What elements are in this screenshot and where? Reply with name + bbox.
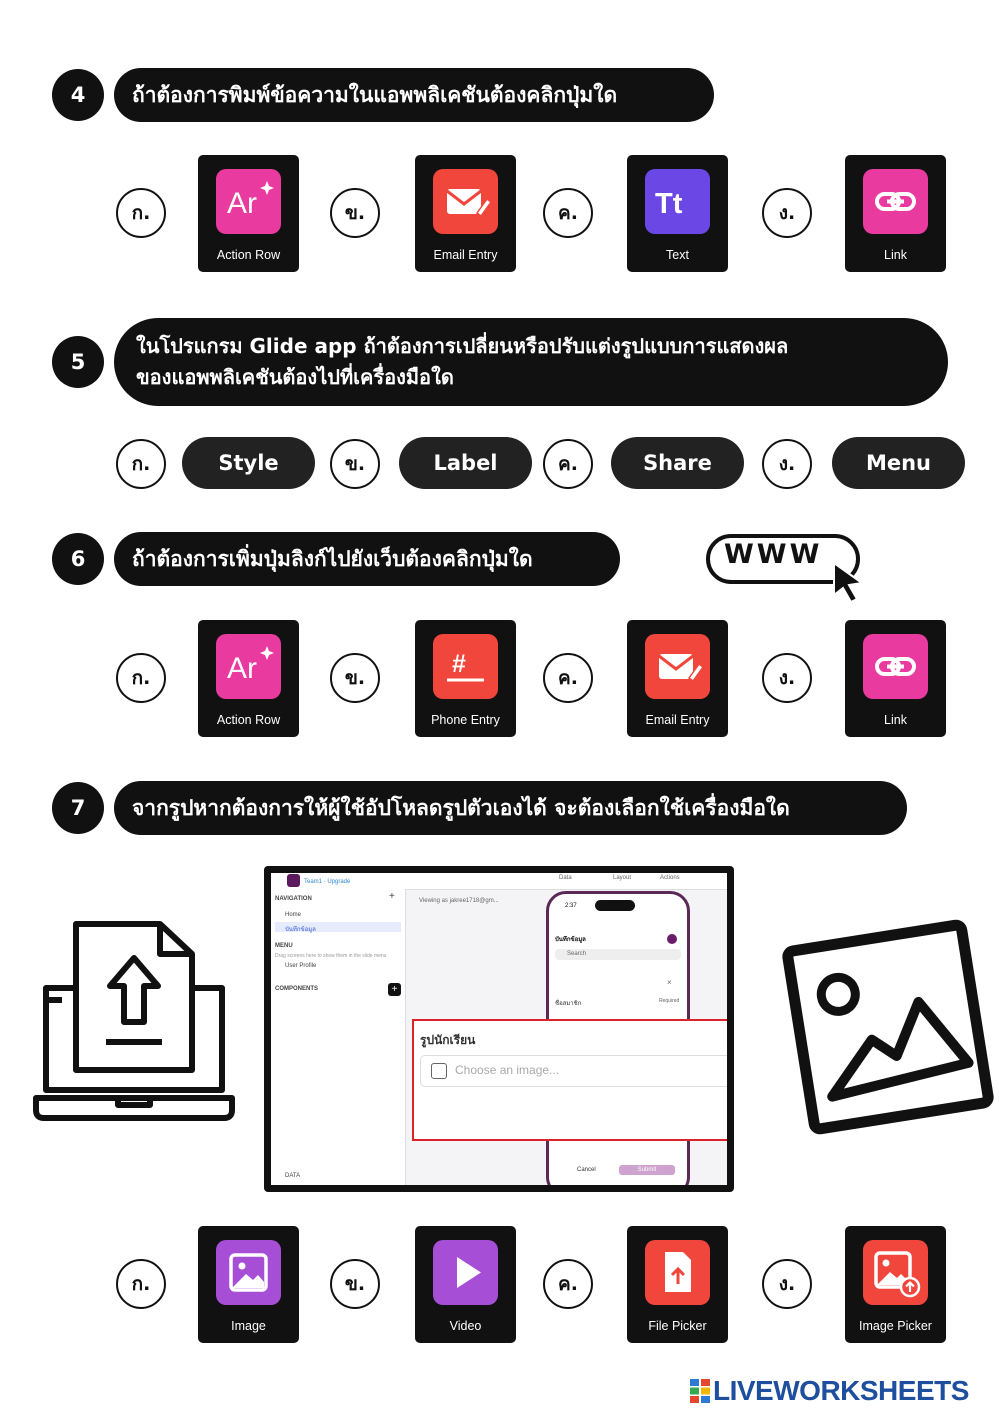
q6-tile-email-entry[interactable]	[627, 620, 728, 737]
liveworksheets-logo	[690, 1376, 969, 1406]
tile-label: Link	[884, 713, 907, 727]
tile-label: Email Entry	[645, 713, 710, 727]
nav-item-label: บันทึกข้อมูล	[285, 927, 316, 933]
video-icon	[433, 1240, 498, 1305]
q6-choice-d[interactable]: ง.	[762, 653, 812, 703]
q7-tile-video[interactable]	[415, 1226, 516, 1343]
q4-tile-text[interactable]	[627, 155, 728, 272]
q7-tile-image[interactable]	[198, 1226, 299, 1343]
svg-text:#: #	[452, 650, 466, 678]
q6-tile-link[interactable]	[845, 620, 946, 737]
q5-choice-b[interactable]: ข.	[330, 439, 380, 489]
phone-add-button[interactable]	[667, 934, 677, 944]
q5-option-label[interactable]: Label	[399, 437, 532, 489]
tile-label: Text	[666, 248, 689, 262]
question-5-line2: ของแอพพลิเคชันต้องไปที่เครื่องมือใด	[136, 365, 454, 389]
image-picker-icon	[863, 1240, 928, 1305]
q5-choice-d[interactable]: ง.	[762, 439, 812, 489]
question-7-text: จากรูปหากต้องการให้ผู้ใช้อัปโหลดรูปตัวเองได้ จะต้องเลือกใช้เครื่องมือใด	[114, 781, 907, 835]
nav-item-selected[interactable]	[275, 922, 401, 932]
tile-label: Phone Entry	[431, 713, 500, 727]
q4-choice-b[interactable]: ข.	[330, 188, 380, 238]
q4-tile-email-entry[interactable]	[415, 155, 516, 272]
q5-choice-c[interactable]: ค.	[543, 439, 593, 489]
app-logo	[287, 874, 300, 887]
close-icon[interactable]: ×	[667, 978, 672, 987]
action-row-icon	[216, 634, 281, 699]
viewing-as: Viewing as jakree1718@gm...	[419, 898, 499, 904]
question-4-number: 4	[52, 69, 104, 121]
required-label: Required	[659, 998, 680, 1004]
q7-choice-d[interactable]: ง.	[762, 1259, 812, 1309]
glide-sidebar	[271, 889, 406, 1185]
q7-tile-file-picker[interactable]	[627, 1226, 728, 1343]
svg-text:Ar: Ar	[227, 652, 257, 685]
text-icon	[645, 169, 710, 234]
add-component-button[interactable]: +	[388, 983, 401, 996]
www-cursor-icon	[706, 533, 866, 609]
q6-tile-action-row[interactable]	[198, 620, 299, 737]
www-text: WWW	[724, 539, 823, 570]
team-label: Team1 · Upgrade	[304, 879, 351, 885]
glide-app-window	[271, 873, 727, 1185]
add-screen-icon[interactable]: +	[389, 891, 395, 902]
question-6-number: 6	[52, 533, 104, 585]
image-picker-icon	[431, 1063, 447, 1079]
phone-entry-icon	[433, 634, 498, 699]
q4-choice-a[interactable]: ก.	[116, 188, 166, 238]
tile-label: Link	[884, 248, 907, 262]
liveworksheets-mark-icon	[690, 1379, 710, 1403]
q7-tile-image-picker[interactable]	[845, 1226, 946, 1343]
picker-title: รูปนักเรียน	[420, 1033, 476, 1047]
tab-layout[interactable]: Layout	[613, 875, 632, 881]
q6-tile-phone-entry[interactable]	[415, 620, 516, 737]
menu-heading: MENU	[275, 943, 293, 949]
navigation-heading: NAVIGATION	[275, 896, 312, 902]
q5-choice-a[interactable]: ก.	[116, 439, 166, 489]
image-icon	[216, 1240, 281, 1305]
tile-label: Action Row	[216, 248, 281, 262]
tile-label: File Picker	[648, 1319, 707, 1333]
q6-choice-a[interactable]: ก.	[116, 653, 166, 703]
image-picker-zoom	[412, 1019, 727, 1141]
question-5-text	[114, 318, 948, 406]
q4-tile-link[interactable]	[845, 155, 946, 272]
link-icon	[863, 634, 928, 699]
tile-label: Video	[449, 1319, 482, 1333]
email-icon	[645, 634, 710, 699]
picture-icon	[782, 915, 994, 1140]
field-name: ชื่อสมาชิก	[555, 1001, 582, 1007]
tile-label: Action Row	[216, 713, 281, 727]
link-icon	[863, 169, 928, 234]
phone-search[interactable]: Search	[555, 949, 681, 960]
file-picker-icon	[645, 1240, 710, 1305]
menu-hint: Drag screens here to show them in the slide menu	[275, 953, 387, 959]
svg-text:Tt: Tt	[655, 188, 683, 220]
choose-image-field[interactable]	[420, 1055, 727, 1087]
q4-tile-action-row[interactable]	[198, 155, 299, 272]
q6-choice-b[interactable]: ข.	[330, 653, 380, 703]
choose-image-placeholder: Choose an image...	[455, 1063, 560, 1077]
question-7-number: 7	[52, 782, 104, 834]
tile-label: Image	[231, 1319, 266, 1333]
phone-notch	[595, 900, 635, 911]
tab-actions[interactable]: Actions	[660, 875, 680, 881]
question-4-text: ถ้าต้องการพิมพ์ข้อความในแอพพลิเคชันต้องคลิกปุ่มใด	[114, 68, 714, 122]
q4-choice-c[interactable]: ค.	[543, 188, 593, 238]
tab-data[interactable]: Data	[559, 875, 572, 881]
question-5-number: 5	[52, 336, 104, 388]
q5-option-style[interactable]: Style	[182, 437, 315, 489]
svg-text:Ar: Ar	[227, 187, 257, 220]
q7-choice-c[interactable]: ค.	[543, 1259, 593, 1309]
question-5-line1: ในโปรแกรม Glide app ถ้าต้องการเปลี่ยนหรือปรับแต่งรูปแบบการแสดงผล	[136, 334, 789, 358]
tile-label: Email Entry	[433, 248, 498, 262]
cancel-button[interactable]: Cancel	[577, 1167, 596, 1173]
q7-choice-b[interactable]: ข.	[330, 1259, 380, 1309]
nav-item-home[interactable]: Home	[285, 912, 302, 918]
q5-option-share[interactable]: Share	[611, 437, 744, 489]
components-heading: COMPONENTS	[275, 986, 319, 992]
phone-title: บันทึกข้อมูล	[555, 937, 586, 943]
data-label: DATA	[285, 1173, 301, 1179]
submit-button[interactable]: Submit	[619, 1165, 675, 1175]
tile-label: Image Picker	[859, 1319, 932, 1333]
glide-app-screenshot	[264, 866, 734, 1192]
question-6-text: ถ้าต้องการเพิ่มปุ่มลิงก์ไปยังเว็บต้องคลิกปุ่มใด	[114, 532, 620, 586]
q5-option-menu[interactable]: Menu	[832, 437, 965, 489]
action-row-icon	[216, 169, 281, 234]
phone-time: 2:37	[565, 903, 577, 909]
laptop-upload-icon	[32, 920, 236, 1128]
q6-choice-c[interactable]: ค.	[543, 653, 593, 703]
q4-choice-d[interactable]: ง.	[762, 188, 812, 238]
email-icon	[433, 169, 498, 234]
q7-choice-a[interactable]: ก.	[116, 1259, 166, 1309]
menu-item-user-profile[interactable]: User Profile	[285, 963, 317, 969]
glide-top-bar	[271, 873, 727, 890]
logo-text: LIVEWORKSHEETS	[713, 1375, 969, 1406]
